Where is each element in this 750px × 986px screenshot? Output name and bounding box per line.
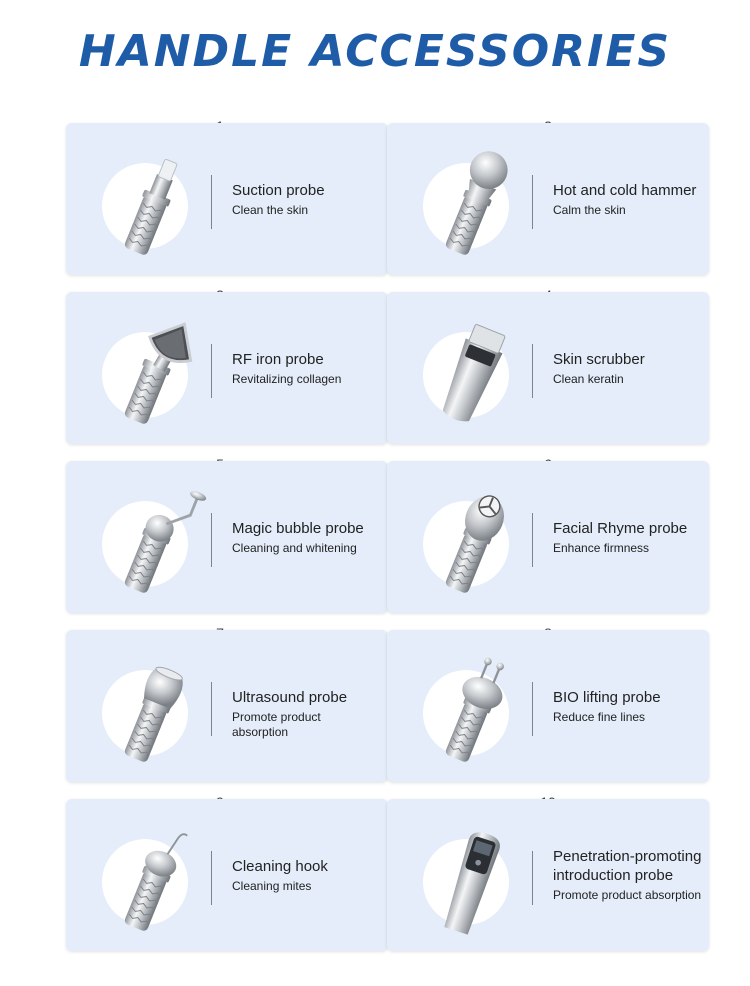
- divider: [211, 344, 212, 398]
- accessory-description: Cleaning and whitening: [232, 541, 357, 555]
- divider: [211, 513, 212, 567]
- divider: [532, 851, 533, 905]
- suction-probe-icon: [94, 141, 204, 259]
- divider: [532, 513, 533, 567]
- cleaning-hook-icon: [94, 817, 204, 935]
- accessory-card: [387, 630, 709, 782]
- accessory-name: Facial Rhyme probe: [553, 520, 688, 537]
- ultrasound-probe-icon: [94, 648, 204, 766]
- accessory-description: Calm the skin: [553, 203, 626, 217]
- accessory-name: Penetration-promoting introduction probe: [553, 848, 702, 884]
- bubble-probe-icon: [94, 479, 204, 597]
- accessory-name: Hot and cold hammer: [553, 182, 697, 199]
- accessory-card: [387, 461, 709, 613]
- accessory-description: Cleaning mites: [232, 879, 312, 893]
- accessory-description: Promote product absorption: [232, 710, 321, 739]
- divider: [532, 682, 533, 736]
- accessory-card: [66, 630, 388, 782]
- page-title: HANDLE ACCESSORIES: [78, 26, 672, 77]
- accessory-name: Magic bubble probe: [232, 520, 364, 537]
- accessory-card: [66, 461, 388, 613]
- skin-scrubber-icon: [415, 310, 525, 428]
- accessory-card: [387, 292, 709, 444]
- rf-iron-probe-icon: [94, 310, 204, 428]
- divider: [211, 682, 212, 736]
- divider: [532, 344, 533, 398]
- accessory-card: [66, 799, 388, 951]
- penetration-probe-icon: [415, 817, 525, 935]
- accessory-name: BIO lifting probe: [553, 689, 661, 706]
- accessory-card: [387, 799, 709, 951]
- accessory-name: Suction probe: [232, 182, 325, 199]
- accessory-description: Promote product absorption: [553, 888, 702, 902]
- accessory-card: [66, 292, 388, 444]
- accessory-card: [387, 123, 709, 275]
- accessory-name: Skin scrubber: [553, 351, 645, 368]
- accessory-description: Reduce fine lines: [553, 710, 646, 724]
- accessory-name: RF iron probe: [232, 351, 324, 368]
- hammer-probe-icon: [415, 141, 525, 259]
- divider: [211, 851, 212, 905]
- accessory-description: Clean the skin: [232, 203, 309, 217]
- divider: [211, 175, 212, 229]
- bio-lifting-probe-icon: [415, 648, 525, 766]
- accessory-description: Enhance firmness: [553, 541, 650, 555]
- accessory-name: Cleaning hook: [232, 858, 328, 875]
- accessory-name: Ultrasound probe: [232, 689, 348, 706]
- facial-rhyme-probe-icon: [415, 479, 525, 597]
- accessory-description: Clean keratin: [553, 372, 624, 386]
- accessory-description: Revitalizing collagen: [232, 372, 342, 386]
- divider: [532, 175, 533, 229]
- accessory-card: [66, 123, 388, 275]
